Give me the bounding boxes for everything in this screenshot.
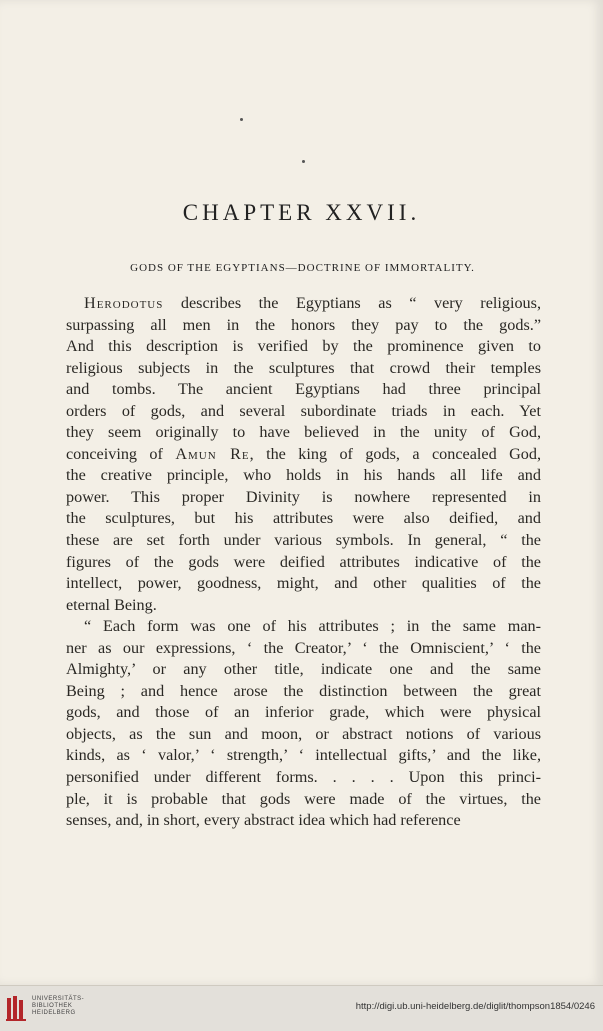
text-line — [66, 638, 541, 660]
text-line — [66, 681, 541, 703]
text-line — [66, 379, 541, 401]
line-text: surpassing all men in the honors they pay to the gods.” — [66, 315, 541, 334]
page-speck — [302, 160, 305, 163]
viewer-footer — [0, 985, 603, 1031]
line-text: “ Each form was one of his attributes ; in the same man- — [84, 617, 541, 636]
text-line — [66, 810, 541, 832]
line-text: And this description is verified by the prominence given to — [66, 337, 541, 356]
text-line — [66, 315, 541, 337]
line-text: they seem originally to have believed in the unity of God, — [66, 423, 541, 442]
small-caps-name: Amun Re — [175, 444, 250, 463]
line-text: ner as our expressions, ‘ the Creator,’ ‘ the Omniscient,’ ‘ the — [66, 638, 541, 657]
line-text: gods, and those of an inferior grade, which were physical — [66, 703, 541, 722]
line-text: the sculptures, but his attributes were also deified, and — [66, 509, 541, 528]
line-text: kinds, as ‘ valor,’ ‘ strength,’ ‘ intellectual gifts,’ and the like, — [66, 746, 541, 765]
line-text: , the king of gods, a concealed God, — [249, 444, 541, 463]
text-line — [66, 767, 541, 789]
line-text: describes the Egyptians as “ very religious, — [163, 294, 541, 312]
library-name-line: UNIVERSITÄTS- — [32, 996, 85, 1002]
text-line — [66, 401, 541, 423]
line-text: eternal Being. — [66, 595, 157, 614]
line-text: intellect, power, goodness, might, and other qualities of the — [66, 574, 541, 593]
permalink-url[interactable]: http://digi.ub.uni-heidelberg.de/diglit/thompson1854/0246 — [355, 1001, 595, 1012]
line-text: Almighty,’ or any other title, indicate one and the same — [66, 660, 541, 679]
text-line — [66, 444, 541, 466]
body-text — [66, 293, 541, 832]
paragraph-1 — [66, 293, 541, 616]
text-line — [66, 724, 541, 746]
text-line — [66, 616, 541, 638]
heidelberg-library-logo-icon[interactable] — [6, 994, 28, 1022]
line-text: figures of the gods were deified attributes indicative of the — [66, 552, 541, 571]
text-line — [66, 336, 541, 358]
line-text: objects, as the sun and moon, or abstract notions of various — [66, 724, 541, 743]
line-text: religious subjects in the sculptures that crowd their temples — [66, 358, 541, 377]
page-speck — [240, 118, 243, 121]
text-line — [66, 508, 541, 530]
line-text: and tombs. The ancient Egyptians had three principal — [66, 380, 541, 399]
chapter-heading: CHAPTER XXVII. — [182, 200, 421, 225]
text-line — [66, 358, 541, 380]
line-text: conceiving of — [66, 444, 176, 463]
paragraph-2 — [66, 616, 541, 831]
text-line — [66, 293, 541, 315]
text-line — [66, 552, 541, 574]
text-line — [66, 745, 541, 767]
small-caps-name: Herodotus — [84, 294, 164, 312]
library-name — [32, 996, 84, 1017]
line-text: Being ; and hence arose the distinction between the great — [66, 681, 541, 700]
line-text: orders of gods, and several subordinate triads in each. Yet — [66, 401, 541, 420]
text-line — [66, 465, 541, 487]
chapter-subtitle: GODS OF THE EGYPTIANS—DOCTRINE OF IMMORTALITY. — [130, 262, 475, 274]
line-text: power. This proper Divinity is nowhere represented in — [66, 487, 541, 506]
text-line — [66, 422, 541, 444]
library-name-line: BIBLIOTHEK — [32, 1003, 73, 1009]
line-text: the creative principle, who holds in his hands all life and — [66, 466, 541, 485]
line-text: senses, and, in short, every abstract idea which had reference — [66, 811, 461, 830]
text-line — [66, 702, 541, 724]
text-line — [66, 487, 541, 509]
text-line — [66, 789, 541, 811]
text-line — [66, 530, 541, 552]
line-text: personified under different forms. . . . . Upon this princi- — [66, 768, 541, 787]
text-line — [66, 595, 541, 617]
line-text: ple, it is probable that gods were made of the virtues, the — [66, 789, 541, 808]
library-name-line: HEIDELBERG — [32, 1010, 76, 1016]
line-text: these are set forth under various symbols. In general, “ the — [66, 531, 541, 550]
text-line — [66, 573, 541, 595]
text-line — [66, 659, 541, 681]
